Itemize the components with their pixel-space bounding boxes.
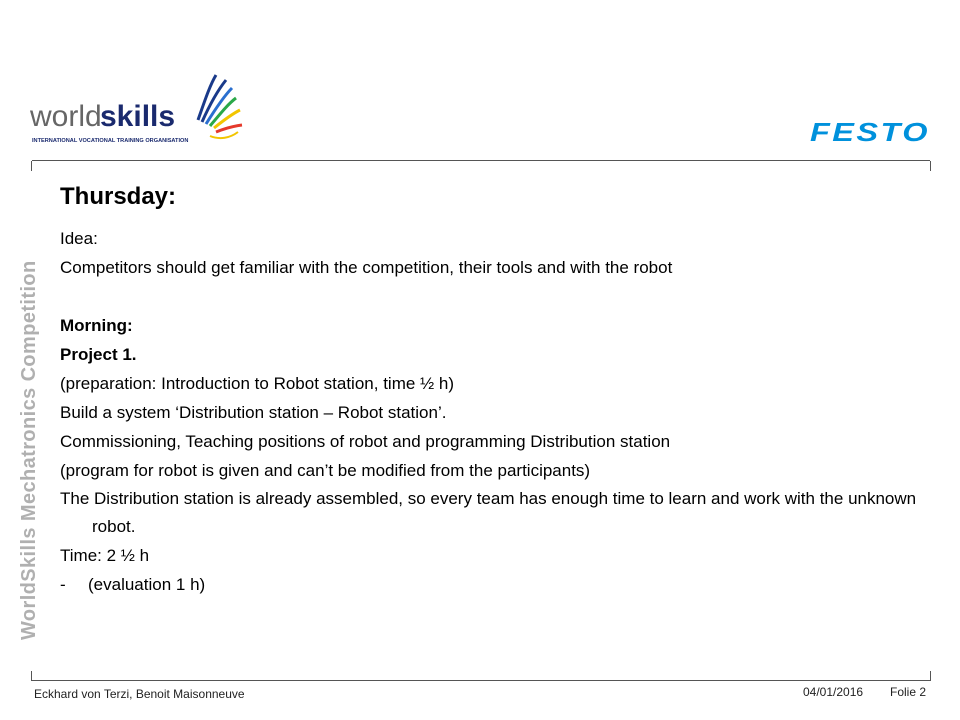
slide-content <box>60 180 930 599</box>
worldskills-word-bold: skills <box>100 100 176 133</box>
body-line-assembled: The Distribution station is already assembled, so every team has enough time to learn and work with the unknown robot. <box>60 489 917 536</box>
dash-bullet-icon: - <box>60 575 66 594</box>
top-divider <box>32 160 930 161</box>
bullet-evaluation-text: (evaluation 1 h) <box>88 575 206 594</box>
body-line-preparation: (preparation: Introduction to Robot station, time ½ h) <box>60 374 455 393</box>
side-label: WorldSkills Mechatronics Competition <box>18 260 40 640</box>
body-line-program: (program for robot is given and can’t be modified from the participants) <box>60 461 591 480</box>
body-line-build: Build a system ‘Distribution station – Robot station’. <box>60 403 447 422</box>
footer-date: 04/01/2016 <box>803 685 864 699</box>
worldskills-logo <box>30 70 245 150</box>
footer-authors: Eckhard von Terzi, Benoit Maisonneuve <box>34 687 245 701</box>
slide-title: Thursday: <box>60 183 177 210</box>
footer-page-number: Folie 2 <box>890 685 927 699</box>
body-line-goal: Competitors should get familiar with the competition, their tools and with the robot <box>60 258 673 277</box>
worldskills-tagline: INTERNATIONAL VOCATIONAL TRAINING ORGANISATION <box>32 138 189 144</box>
body-line-time: Time: 2 ½ h <box>60 546 150 565</box>
worldskills-word-light: world <box>30 100 102 133</box>
body-line-project: Project 1. <box>60 345 137 364</box>
body-line-idea: Idea: <box>60 229 98 248</box>
body-line-morning: Morning: <box>60 316 133 335</box>
body-line-blank <box>60 282 930 311</box>
bottom-divider <box>32 680 930 681</box>
worldskills-swoosh-icon <box>198 75 242 138</box>
body-line-commissioning: Commissioning, Teaching positions of robot and programming Distribution station <box>60 432 671 451</box>
bullet-evaluation <box>60 570 930 599</box>
festo-logo <box>808 118 933 144</box>
festo-logo-text: FESTO <box>810 118 930 144</box>
